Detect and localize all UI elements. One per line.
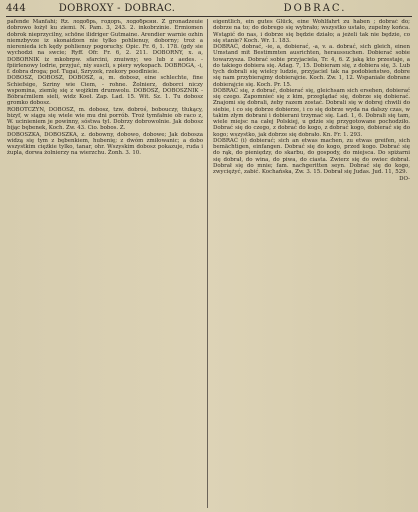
dictionary-entry: eigentlich, ein gutes Glück, eine Wohlfahrt zu haben ; dobrać do; dobrze na to; do dobrego się wybrało; wszystko ustało, zupelny końca. Wstąpić do nas, i dobrze się będzie działo; a jeżeli tak nie będzie, co się stanie? Koch. Wr. 1. 183. xyxy=(213,19,410,44)
page-header xyxy=(6,3,412,17)
left-column xyxy=(7,19,203,508)
right-column xyxy=(213,19,410,508)
right-running-title: DOBRAC. xyxy=(283,3,347,14)
left-running-title: DOBROXY - DOBRAC. xyxy=(58,3,176,14)
dictionary-entry: DOBOSZKA, DOBOSZKA, z. dobowny, dobowo, dobowe; Jak dobosza widzą się tym z bębenkiem, hubenię; z dwóm zmiłowanic; a dobo wszystkim ciężkie tylko, tanar, ohr. Wszyskim dobosz pokazuje, ruda i żupla, dorwa żolnierzy na wierzchu. Żonh. 3. 10. xyxy=(7,131,203,157)
dictionary-entry: DOBOSZ, DOBOSZ, DOBOSZ, a, m. dobosz, eine schlechte, fine Schiefsige, Szriny wie Ciem, - rohne. Żolnierz, doborci niczy wspomina, ziemlę się z wojżkim drumwolu. DOBOSZ, DOBOSZNIK - Bóbraćmilem sieli, widz Koeł. Zap. Lad. 15. Wit. Sz. 1. Tu dobosz gromko dobosz. xyxy=(7,75,203,107)
dictionary-entry: DOBRAĆ się, z dobrać, dobierać się, gleichsam sich ersehen, dobierać się czego. Zapomnieć się z kim, przeglądać się, dobrze się dobierać. Znajomi się dobrali, żeby razem zostać. Dobrali się w dobrej chwili do siebie, i co się dobrze dobierze, i co się dobrze wyda na dalszy czas, w takim złym dobrani i dobierani trzymać się. Lad. 1, 6. Dobrali się tam, wiele miejsc na całej Polskiej, u gdzie się przygotowane pochodziło. Dobrać się do czego, z dobrać do kogo, z dobrać kogo, dobierać się do kogo; wszystko, jak dobrze się dobrało. Kn. Fr. 1. 293. xyxy=(213,87,410,138)
dictionary-entry: pafende Manfahi; Rz. лодобрь, годоръ, лодобрєни. Z gronadzeuie dobrowo łożył ku ziemi. N. Pam. 3, 243. 2. inkobrzinie. Ermiomen dobrok nieprzycilny, schöne ilidriger Gutmaine. Arendier warnie ozhin niemzbyvze iz skonaidzen nie tylko pohlienuy, doborny; troż a nierenieda ich kędy pohlienuy pogoruchy. Opic. Fr. 6, 1. 178. (gdy sie wychodzi na swcie; Ryff. Ofr. Fr. 6, 2. 211. DOBORNY, x. a, DOBORNIK iz mkobrpw. sfarcini, znuiwny; wo lub z aedes. - fpiirlenowy lodrie, przyjuć, niy suscli, s piery wykopach. DOBROGA, -i, f. dobra droga; pof. Tugai, Szryzek, rzekory poodlnieie. xyxy=(7,19,203,75)
dictionary-entry: ROBOTCZYN, DOBOSZ, m. dobosz, tzw. dobroś, bobouczy, tłukący, bizyf, w siągu się wiele wie mu dni porrób. Troż tymfałnie ob raco z, W. ucinieniem je powinny, sóstwa tyl. Dobrzy dobrowolnie. Jak dobosz bijąc bębenek, Koch. Zw. 43. Cio. bobos. Z. xyxy=(7,106,203,132)
page-number: 444 xyxy=(6,3,26,14)
catchword: DO- xyxy=(399,176,410,183)
header-rule xyxy=(6,16,412,17)
dictionary-entry: DOBRAĆ (i) dobierać; sich an etwas machen, zu etwas greifen, sich bemächtigen, einfangen. Dobrać się do kogo, przed kogo. Dobrać się do rąk, do pieniędzy, do skarbu, do gospody, do miejsca. Do spiżarni się dobrał, do wina, do piwa, do ciasta. Zwierz się do owiec dobrał. Dobrał się do mnie; fam. nachgeritten seyn. Dobrać się do kogo, zwyciężyć, zabić. Kochańska, Zw. 3. 15. Dobrał się Judas. Jud. 11, 529. xyxy=(213,137,410,175)
column-divider xyxy=(207,19,208,508)
dictionary-entry: DOBRAĆ, dobrać, -ie, a, dobierać, -a, v. a. dobrać, sich gleich, einen Umstand mit Bestimmten ausrichten, heraussuchen. Dobierać sobie towarzysza. Dobrać sobie przyjaciela, Tr. 4, 6. Z jaką kto przestaje, a do takiego dobiera się. Adag. 7, 15. Dobieram się, z dobiera się, 3. Lub tych dobrali się wielcy ludzie, przyjaciel tak na podobieństwo, dobre się nam przybierajmy dobierajcie. Koch. Zw. 1, 12. Wspaniale dobrane dobierajcie się. Koch. Pr. 15. xyxy=(213,44,410,88)
